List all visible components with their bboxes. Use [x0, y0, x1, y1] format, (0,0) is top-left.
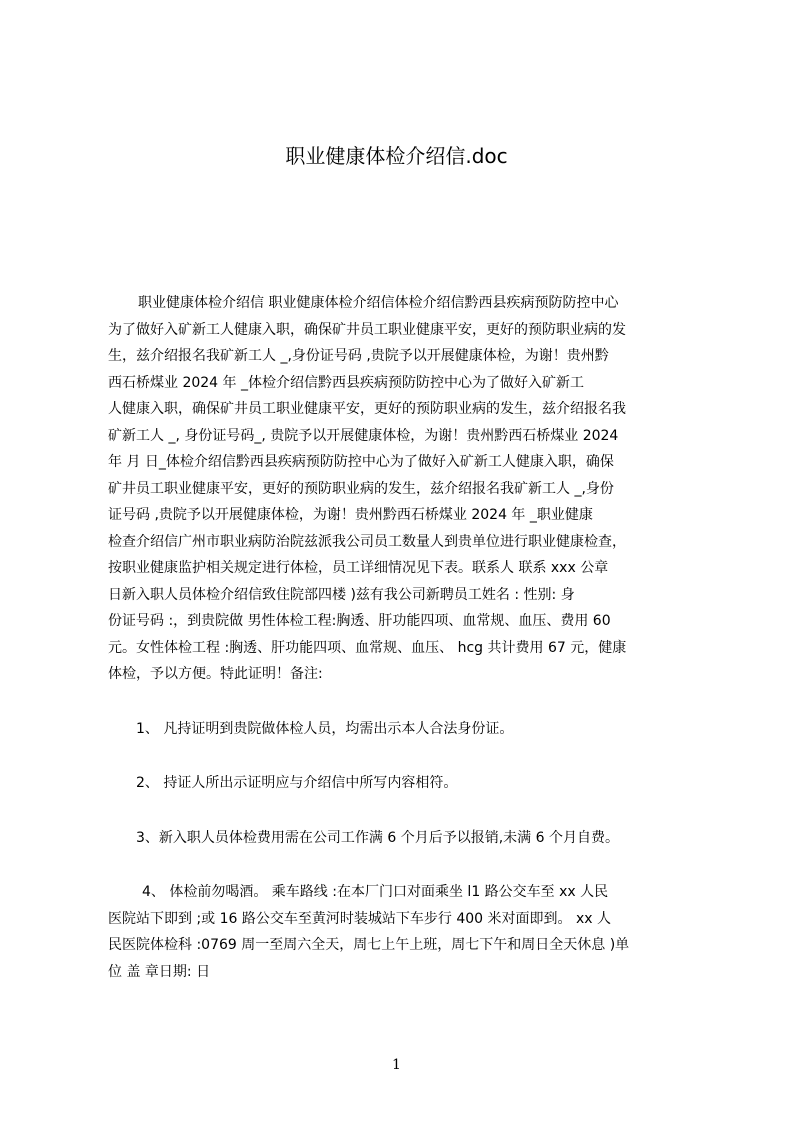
text-line: 人健康入职，确保矿井员工职业健康平安，更好的预防职业病的发生，兹介绍报名我: [108, 401, 626, 417]
text-line: 为了做好入矿新工人健康入职，确保矿井员工职业健康平安，更好的预防职业病的发: [108, 321, 626, 338]
text-line: 体检，予以方便。特此证明！备注:: [108, 666, 323, 682]
text-line: 证号码 ,贵院予以开展健康体检，为谢！贵州黔西石桥煤业 2024 年 _职业健康: [108, 507, 593, 523]
note-2: 2、 持证人所出示证明应与介绍信中所写内容相符。: [136, 775, 458, 791]
text-line: 4、 体检前勿喝酒。 乘车路线 :在本厂门口对面乘坐 l1 路公交车至 xx 人民: [142, 884, 609, 900]
text-line: 西石桥煤业 2024 年 _体检介绍信黔西县疾病预防防控中心为了做好入矿新工: [108, 374, 584, 391]
paragraph-1: [108, 290, 698, 688]
text-line: 矿新工人 _, 身份证号码_, 贵院予以开展健康体检，为谢！贵州黔西石桥煤业 2024: [108, 427, 619, 444]
page-number: 1: [392, 1057, 401, 1073]
text-line: 日新入职人员体检介绍信致住院部四楼 )兹有我公司新聘员工姓名 : 性别: 身: [108, 586, 575, 603]
note-4: [108, 879, 698, 985]
text-line: 按职业健康监护相关规定进行体检，员工详细情况见下表。联系人 联系 xxx 公章: [108, 560, 609, 576]
text-line: 医院站下即到 ;或 16 路公交车至黄河时装城站下车步行 400 米对面即到。 xx 人: [108, 910, 611, 927]
text-line: 年 月 日_体检介绍信黔西县疾病预防防控中心为了做好入矿新工人健康入职，确保: [108, 454, 614, 470]
text-line: 位 盖 章日期: 日: [108, 963, 211, 980]
text-line: 民医院体检科 :0769 周一至周六全天，周七上午上班，周七下午和周日全天休息 )单: [108, 937, 630, 953]
text-line: 职业健康体检介绍信 职业健康体检介绍信体检介绍信黔西县疾病预防防控中心: [138, 295, 619, 311]
note-1: 1、 凡持证明到贵院做体检人员，均需出示本人合法身份证。: [136, 720, 514, 737]
text-line: 元。女性体检工程 :胸透、肝功能四项、血常规、血压、 hcg 共计费用 67 元，健康: [108, 639, 627, 656]
text-line: 检查介绍信广州市职业病防治院兹派我公司员工数量人到贵单位进行职业健康检查，: [108, 533, 626, 550]
text-line: 份证号码 :，到贵院做 男性体检工程:胸透、肝功能四项、血常规、血压、费用 60: [108, 613, 611, 629]
text-line: 生，兹介绍报名我矿新工人 _,身份证号码 ,贵院予以开展健康体检，为谢！贵州黔: [108, 348, 609, 364]
note-3: 3、新入职人员体检费用需在公司工作满 6 个月后予以报销,未满 6 个月自费。: [136, 829, 619, 846]
document-title: 职业健康体检介绍信.doc: [285, 144, 508, 168]
text-line: 矿井员工职业健康平安，更好的预防职业病的发生，兹介绍报名我矿新工人 _,身份: [108, 480, 614, 497]
document-body: [108, 290, 698, 985]
